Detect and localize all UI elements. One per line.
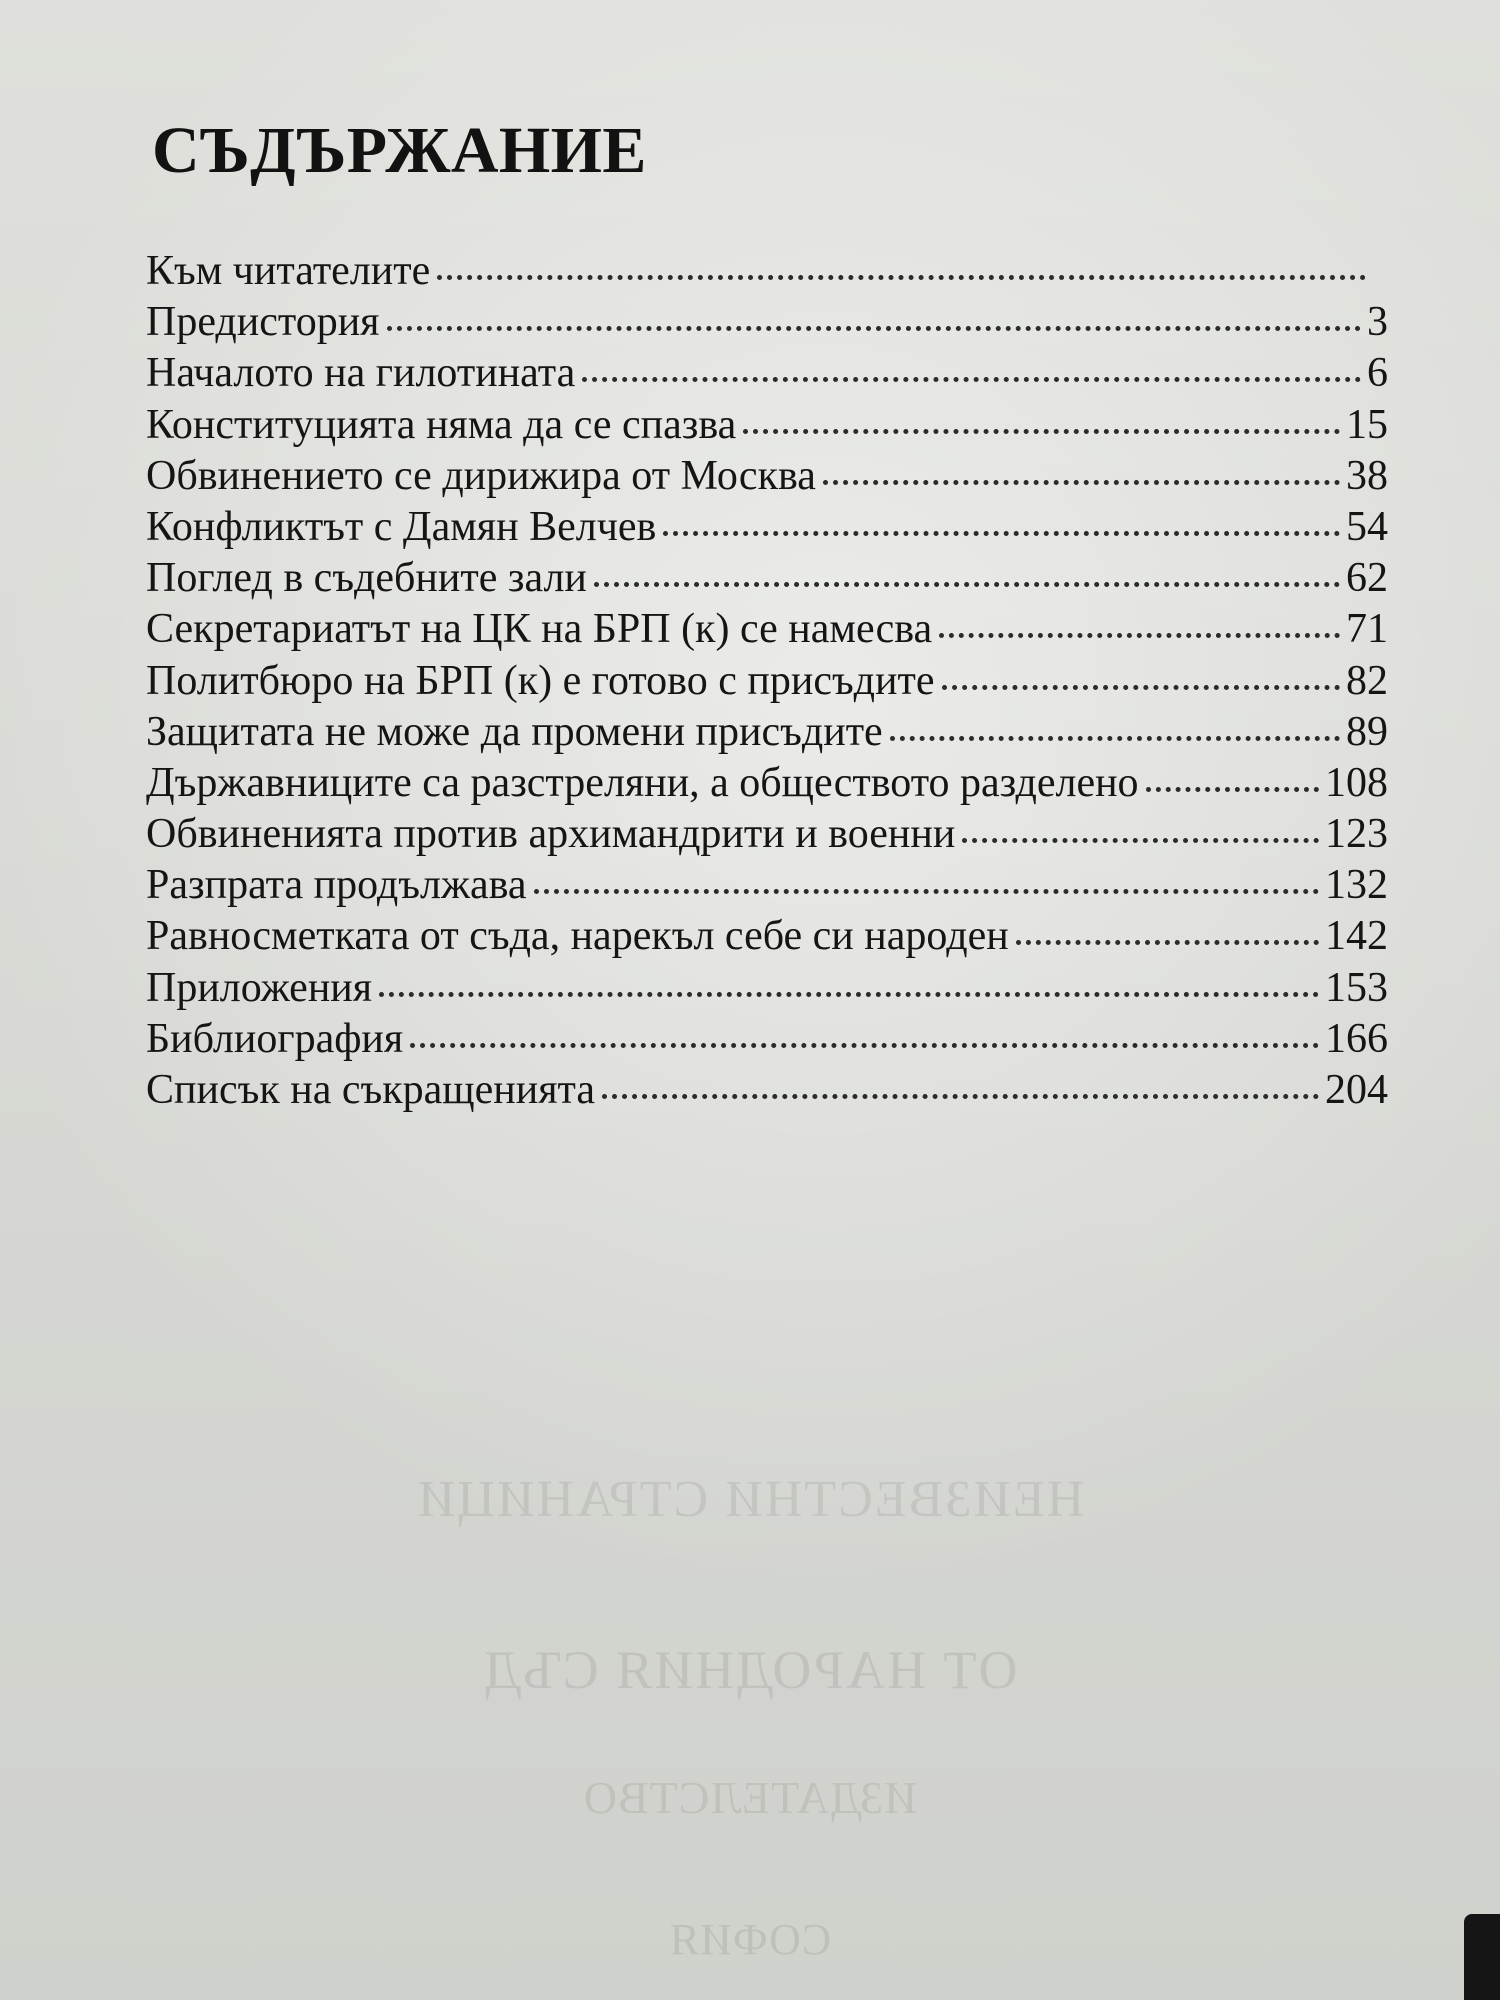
show-through-line: ИЗДАТЕЛСТВО bbox=[582, 1772, 918, 1823]
dot-leader bbox=[379, 992, 1319, 997]
toc-entry-page: 142 bbox=[1325, 913, 1388, 960]
table-of-contents bbox=[146, 246, 1388, 1116]
toc-entry-page: 132 bbox=[1325, 862, 1388, 909]
dot-leader bbox=[823, 480, 1340, 485]
toc-entry-title: Списък на съкращенията bbox=[146, 1067, 596, 1113]
toc-entry-page: 6 bbox=[1367, 350, 1388, 397]
dot-leader bbox=[594, 582, 1340, 587]
toc-entry-17 bbox=[146, 1065, 1388, 1116]
toc-entry-16 bbox=[146, 1014, 1388, 1065]
toc-entry-page: 62 bbox=[1346, 555, 1388, 602]
toc-entry-12 bbox=[146, 809, 1388, 860]
toc-entry-1 bbox=[146, 246, 1388, 297]
show-through-line: СОФИЯ bbox=[668, 1915, 832, 1964]
toc-entry-page: 89 bbox=[1346, 708, 1388, 755]
toc-entry-page: 108 bbox=[1325, 759, 1388, 806]
dot-leader bbox=[743, 429, 1340, 434]
toc-entry-title: Предистория bbox=[146, 299, 380, 346]
toc-entry-6 bbox=[146, 502, 1388, 553]
toc-entry-page: 71 bbox=[1346, 606, 1388, 653]
toc-entry-title: Приложения bbox=[146, 964, 373, 1011]
toc-entry-title: Обвинението се дирижира от Москва bbox=[146, 452, 816, 499]
toc-entry-3 bbox=[146, 348, 1388, 399]
toc-entry-title: Поглед в съдебните зали bbox=[146, 555, 587, 602]
toc-entry-page: 38 bbox=[1346, 452, 1388, 499]
dot-leader bbox=[387, 326, 1361, 331]
toc-entry-title: Равносметката от съда, нарекъл себе си народен bbox=[146, 913, 1009, 960]
dot-leader bbox=[1146, 787, 1319, 792]
toc-entry-title: Към читателите bbox=[146, 248, 431, 294]
toc-entry-14 bbox=[146, 911, 1388, 962]
toc-entry-8 bbox=[146, 604, 1388, 655]
dot-leader bbox=[410, 1043, 1319, 1048]
dot-leader bbox=[582, 377, 1361, 382]
toc-entry-page: 54 bbox=[1346, 503, 1388, 550]
dot-leader bbox=[534, 889, 1319, 894]
toc-entry-title: Обвиненията против архимандрити и военни bbox=[146, 811, 956, 858]
dot-leader bbox=[890, 736, 1340, 741]
toc-entry-4 bbox=[146, 400, 1388, 451]
toc-entry-page: 82 bbox=[1346, 657, 1388, 704]
toc-entry-10 bbox=[146, 707, 1388, 758]
toc-entry-title: Политбюро на БРП (к) е готово с присъдите bbox=[146, 657, 935, 704]
page-title: СЪДЪРЖАНИЕ bbox=[152, 114, 647, 187]
toc-entry-title: Началото на гилотината bbox=[146, 350, 576, 397]
dot-leader bbox=[939, 633, 1340, 638]
toc-entry-page: 204 bbox=[1325, 1067, 1388, 1113]
toc-entry-15 bbox=[146, 963, 1388, 1014]
toc-entry-page: 123 bbox=[1325, 811, 1388, 858]
toc-entry-13 bbox=[146, 860, 1388, 911]
toc-entry-7 bbox=[146, 553, 1388, 604]
show-through-line: ОТ НАРОДНИЯ СЪД bbox=[482, 1640, 1018, 1700]
toc-entry-title: Конфликтът с Дамян Велчев bbox=[146, 503, 657, 550]
dot-leader bbox=[942, 685, 1340, 690]
toc-entry-title: Защитата не може да промени присъдите bbox=[146, 708, 883, 755]
toc-entry-title: Разпрата продължава bbox=[146, 862, 527, 909]
toc-entry-page: 15 bbox=[1346, 401, 1388, 448]
dot-leader bbox=[602, 1094, 1319, 1099]
toc-entry-page: 3 bbox=[1367, 299, 1388, 346]
toc-entry-11 bbox=[146, 758, 1388, 809]
toc-entry-title: Секретариатът на ЦК на БРП (к) се намесва bbox=[146, 606, 933, 653]
toc-entry-title: Държавниците са разстреляни, а обществото разделено bbox=[146, 759, 1139, 806]
toc-entry-page: 166 bbox=[1325, 1015, 1388, 1062]
page-edge-shadow bbox=[1464, 1914, 1500, 2000]
show-through-text bbox=[250, 1470, 1250, 1964]
toc-entry-2 bbox=[146, 297, 1388, 348]
toc-entry-page: 153 bbox=[1325, 964, 1388, 1011]
toc-entry-9 bbox=[146, 656, 1388, 707]
toc-entry-5 bbox=[146, 451, 1388, 502]
dot-leader bbox=[663, 531, 1340, 536]
dot-leader bbox=[437, 275, 1366, 280]
show-through-line: НЕИЗВЕСТНИ СТРАНИЦИ bbox=[415, 1471, 1085, 1528]
toc-entry-title: Библиография bbox=[146, 1015, 404, 1062]
dot-leader bbox=[1016, 940, 1319, 945]
dot-leader bbox=[962, 838, 1319, 843]
toc-entry-title: Конституцията няма да се спазва bbox=[146, 401, 737, 448]
